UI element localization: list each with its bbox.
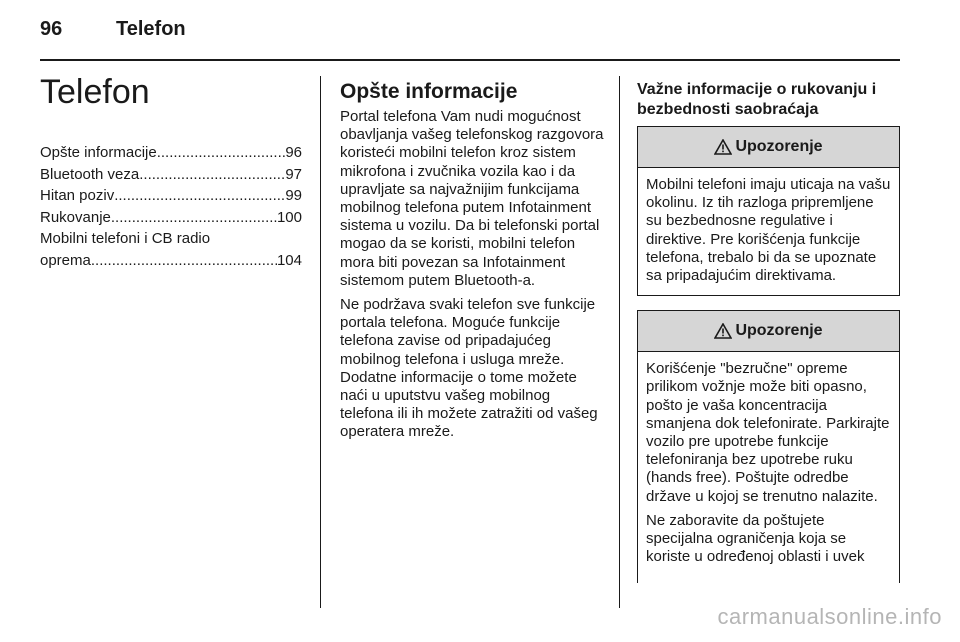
toc-page: 104 — [276, 251, 302, 269]
section-subtitle: Važne informacije o rukovanju i bezbednosti saobraćaja — [637, 81, 877, 118]
toc-entry-bluetooth[interactable] — [40, 164, 302, 186]
warning-triangle-icon — [714, 323, 732, 339]
toc-page: 97 — [285, 165, 302, 183]
general-info-column — [340, 80, 605, 448]
toc-entry-mobile-phones[interactable] — [40, 228, 302, 271]
toc-page: 96 — [285, 144, 302, 161]
toc-leader — [157, 142, 286, 164]
running-header: Telefon — [116, 18, 186, 40]
safety-column — [637, 80, 900, 597]
column-divider-1 — [320, 76, 321, 608]
toc-label: Bluetooth veza — [40, 165, 140, 183]
toc-label: Opšte informacije — [40, 144, 157, 161]
warning-text: Mobilni telefoni imaju uticaja na vašu okolinu. Iz tih razloga pripremljene su bezbednosne regulative i direktive. Pre korišćenja funkcije telefona, trebalo bi da se upoznate sa pripadajućim direktivama. — [646, 176, 891, 285]
warning-text: Ne zaboravite da poštujete specijalna ograničenja koja se koriste u određenoj oblasti i uvek — [646, 511, 865, 566]
toc-label-line1: Mobilni telefoni i CB radio — [40, 230, 211, 247]
chapter-title: Telefon — [40, 73, 150, 111]
site-watermark: carmanualsonline.info — [717, 604, 942, 629]
toc-entry-emergency-call[interactable] — [40, 185, 302, 207]
toc-leader — [139, 164, 285, 186]
warning-heading: Upozorenje — [735, 138, 823, 155]
toc-page: 100 — [276, 208, 302, 226]
toc-label: Rukovanje — [40, 208, 111, 226]
toc-label-line2: oprema — [40, 251, 91, 269]
toc-leader — [91, 250, 277, 272]
warning-heading: Upozorenje — [735, 322, 823, 340]
toc-leader — [111, 207, 277, 229]
warning-header — [638, 127, 899, 168]
warning-box — [637, 310, 900, 583]
body-paragraph: Ne podržava svaki telefon sve funkcije portala telefona. Moguće funkcije telefona zavise od pripadajućeg mobilnog telefona i usluga mreže. Dodatne informacije o tome možete naći u uputstvu vašeg mobilnog telefona ili ih možete zatražiti od vašeg operatera mreže. — [340, 296, 598, 441]
table-of-contents — [40, 142, 302, 271]
toc-entry-general[interactable] — [40, 142, 302, 164]
warning-text: Korišćenje "bezručne" opreme prilikom vožnje može biti opasno, pošto je vaša koncentracija smanjena dok telefonirate. Parkirajte vozilo pre upotrebe funkcije telefoniranja bez upotrebe ruku (hands free). Poštujte odredbe države u kojoj se trenutno nalazite. — [646, 360, 890, 505]
chapter-column — [40, 72, 302, 271]
page-number: 96 — [40, 18, 63, 40]
header-rule — [40, 59, 900, 61]
toc-label: Hitan poziv — [40, 187, 115, 204]
toc-page: 99 — [285, 187, 302, 204]
toc-entry-operation[interactable] — [40, 207, 302, 229]
warning-triangle-icon — [714, 139, 732, 155]
section-title: Opšte informacije — [340, 80, 518, 103]
toc-leader — [114, 185, 285, 207]
body-paragraph: Portal telefona Vam nudi mogućnost obavljanja vašeg telefonskog razgovora koristeći mobilni telefon kroz sistem mikrofona i zvučnika vozila kao i da upravljate sa najvažnijim funkcijama mobilnog telefona putem Infotainment sistema u vozilu. Da bi telefonski portal mogao da se koristi, mobilni telefon mora biti povezan sa Infotainment sistemom putem Bluetooth-a. — [340, 108, 604, 289]
column-divider-2 — [619, 76, 620, 608]
warning-header — [638, 311, 899, 352]
warning-box — [637, 126, 900, 296]
